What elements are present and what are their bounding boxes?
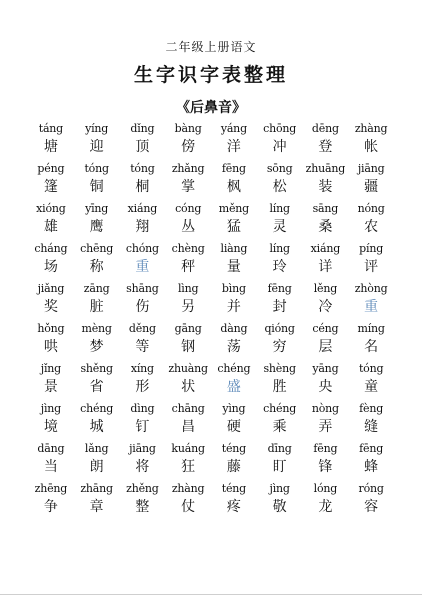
hanzi-character: 锋 (318, 459, 333, 475)
pinyin-label: lǎng (84, 442, 109, 455)
hanzi-character: 城 (89, 419, 104, 435)
pinyin-label: mèng (81, 322, 112, 335)
page-subtitle: 二年级上册语文 (165, 40, 257, 54)
pinyin-label: jiāng (129, 442, 156, 455)
character-cell (257, 280, 303, 320)
hanzi-character: 龙 (318, 499, 333, 515)
pinyin-label: yáng (220, 122, 247, 135)
grid-row (28, 400, 394, 440)
pinyin-label: chōng (263, 122, 297, 135)
pinyin-label: qióng (264, 322, 295, 335)
page-bottom-border (0, 594, 422, 595)
hanzi-character: 等 (135, 339, 150, 355)
pinyin-label: fēng (221, 162, 246, 175)
hanzi-character: 灵 (272, 219, 287, 235)
pinyin-label: téng (221, 482, 246, 495)
character-cell (165, 280, 211, 320)
character-cell (120, 120, 166, 160)
hanzi-character: 容 (364, 499, 379, 515)
character-cell (74, 360, 120, 400)
pinyin-label: lóng (313, 482, 338, 495)
character-cell (303, 120, 349, 160)
hanzi-character: 仗 (181, 499, 196, 515)
character-cell (211, 400, 257, 440)
hanzi-character: 玲 (272, 259, 287, 275)
pinyin-label: zhēng (34, 482, 68, 495)
character-cell (348, 120, 394, 160)
pinyin-label: dīng (267, 442, 292, 455)
character-cell (211, 160, 257, 200)
pinyin-label: liàng (220, 242, 248, 255)
character-cell (257, 120, 303, 160)
pinyin-label: dāng (37, 442, 65, 455)
pinyin-label: xiáng (310, 242, 341, 255)
character-cell (74, 480, 120, 520)
character-cell (257, 440, 303, 480)
character-cell (348, 160, 394, 200)
hanzi-character: 评 (364, 259, 379, 275)
hanzi-character: 傍 (181, 139, 196, 155)
pinyin-label: nòng (311, 402, 339, 415)
hanzi-character: 桑 (318, 219, 333, 235)
page-title: 生字识字表整理 (133, 64, 288, 86)
pinyin-label: zhěng (126, 482, 159, 495)
hanzi-character: 塘 (43, 139, 58, 155)
character-cell (28, 120, 74, 160)
character-cell (211, 440, 257, 480)
hanzi-character: 疆 (364, 179, 379, 195)
hanzi-character: 松 (272, 179, 287, 195)
grid-row (28, 440, 394, 480)
hanzi-character: 争 (43, 499, 58, 515)
hanzi-character: 名 (364, 339, 379, 355)
pinyin-label: shěng (80, 362, 113, 375)
hanzi-character: 盛 (226, 379, 241, 395)
pinyin-label: bàng (174, 122, 202, 135)
pinyin-label: fēng (267, 282, 292, 295)
character-grid (28, 120, 394, 520)
pinyin-label: dǐng (130, 122, 155, 135)
pinyin-label: zhòng (354, 282, 388, 295)
hanzi-character: 疼 (226, 499, 241, 515)
character-cell (28, 440, 74, 480)
character-cell (120, 240, 166, 280)
character-cell (348, 200, 394, 240)
character-cell (165, 120, 211, 160)
pinyin-label: zhàng (354, 122, 388, 135)
pinyin-label: chéng (80, 402, 114, 415)
hanzi-character: 鹰 (89, 219, 104, 235)
hanzi-character: 铜 (89, 179, 104, 195)
pinyin-label: téng (221, 442, 246, 455)
character-cell (74, 120, 120, 160)
character-cell (28, 240, 74, 280)
character-cell (303, 160, 349, 200)
hanzi-character: 当 (43, 459, 58, 475)
hanzi-character: 荡 (226, 339, 241, 355)
pinyin-label: shāng (126, 282, 159, 295)
character-cell (120, 200, 166, 240)
character-cell (303, 480, 349, 520)
hanzi-character: 景 (43, 379, 58, 395)
character-cell (165, 240, 211, 280)
hanzi-character: 桐 (135, 179, 150, 195)
character-cell (257, 200, 303, 240)
pinyin-label: táng (38, 122, 64, 135)
character-cell (165, 200, 211, 240)
character-cell (74, 400, 120, 440)
hanzi-character: 狂 (181, 459, 196, 475)
character-cell (211, 320, 257, 360)
pinyin-label: sōng (266, 162, 293, 175)
hanzi-character: 装 (318, 179, 333, 195)
hanzi-character: 省 (89, 379, 104, 395)
pinyin-label: gāng (174, 322, 202, 335)
pinyin-label: chéng (217, 362, 251, 375)
grid-row (28, 200, 394, 240)
character-cell (257, 320, 303, 360)
character-cell (165, 440, 211, 480)
character-cell (28, 400, 74, 440)
pinyin-label: cóng (175, 202, 202, 215)
hanzi-character: 钢 (181, 339, 196, 355)
hanzi-character: 登 (318, 139, 333, 155)
hanzi-character: 并 (226, 299, 241, 315)
section-heading: 《后鼻音》 (176, 100, 246, 116)
grid-row (28, 360, 394, 400)
pinyin-label: líng (269, 242, 290, 255)
character-cell (120, 320, 166, 360)
character-cell (211, 200, 257, 240)
character-cell (211, 360, 257, 400)
pinyin-label: xióng (36, 202, 66, 215)
grid-row (28, 160, 394, 200)
pinyin-label: nóng (357, 202, 385, 215)
character-cell (120, 360, 166, 400)
pinyin-label: tóng (84, 162, 109, 175)
hanzi-character: 帐 (364, 139, 379, 155)
hanzi-character: 封 (272, 299, 287, 315)
pinyin-label: cháng (34, 242, 68, 255)
hanzi-character: 境 (43, 419, 58, 435)
hanzi-character: 昌 (181, 419, 196, 435)
pinyin-label: zhāng (80, 482, 113, 495)
pinyin-label: yāng (312, 362, 339, 375)
pinyin-label: jiǎng (37, 282, 65, 295)
hanzi-character: 重 (364, 299, 379, 315)
pinyin-label: chéng (263, 402, 297, 415)
character-cell (303, 400, 349, 440)
hanzi-character: 洋 (226, 139, 241, 155)
pinyin-label: lěng (313, 282, 338, 295)
character-cell (74, 280, 120, 320)
pinyin-label: zhǎng (171, 162, 205, 175)
hanzi-character: 重 (135, 259, 150, 275)
pinyin-label: líng (269, 202, 290, 215)
hanzi-character: 穷 (272, 339, 287, 355)
character-cell (74, 440, 120, 480)
character-cell (348, 440, 394, 480)
character-cell (74, 200, 120, 240)
hanzi-character: 将 (135, 459, 150, 475)
character-cell (348, 400, 394, 440)
pinyin-label: fèng (359, 402, 384, 415)
character-cell (303, 440, 349, 480)
pinyin-label: zāng (83, 282, 110, 295)
hanzi-character: 章 (89, 499, 104, 515)
character-cell (303, 320, 349, 360)
hanzi-character: 顶 (135, 139, 150, 155)
pinyin-label: yīng (85, 202, 109, 215)
grid-row (28, 120, 394, 160)
pinyin-label: yíng (85, 122, 109, 135)
hanzi-character: 另 (181, 299, 196, 315)
character-cell (348, 480, 394, 520)
pinyin-label: péng (37, 162, 65, 175)
character-cell (303, 280, 349, 320)
character-cell (74, 240, 120, 280)
character-cell (348, 360, 394, 400)
hanzi-character: 猛 (226, 219, 241, 235)
pinyin-label: zhàng (171, 482, 205, 495)
pinyin-label: sāng (312, 202, 339, 215)
pinyin-label: róng (358, 482, 384, 495)
pinyin-label: chēng (80, 242, 114, 255)
pinyin-label: zhuàng (168, 362, 208, 375)
hanzi-character: 盯 (272, 459, 287, 475)
hanzi-character: 童 (364, 379, 379, 395)
character-cell (257, 240, 303, 280)
character-cell (28, 360, 74, 400)
character-cell (28, 160, 74, 200)
hanzi-character: 称 (89, 259, 104, 275)
pinyin-label: jìng (40, 402, 61, 415)
pinyin-label: hǒng (37, 322, 65, 335)
hanzi-character: 整 (135, 499, 150, 515)
character-cell (165, 320, 211, 360)
character-cell (211, 240, 257, 280)
pinyin-label: jiāng (357, 162, 385, 175)
character-cell (120, 280, 166, 320)
character-cell (28, 200, 74, 240)
pinyin-label: dēng (311, 122, 339, 135)
pinyin-label: tóng (358, 362, 384, 375)
pinyin-label: fēng (359, 442, 384, 455)
character-cell (211, 280, 257, 320)
pinyin-label: měng (218, 202, 250, 215)
pinyin-label: tóng (130, 162, 155, 175)
hanzi-character: 状 (181, 379, 196, 395)
pinyin-label: chāng (171, 402, 205, 415)
character-cell (257, 360, 303, 400)
hanzi-character: 脏 (89, 299, 104, 315)
hanzi-character: 场 (43, 259, 58, 275)
pinyin-label: bìng (221, 282, 246, 295)
pinyin-label: děng (128, 322, 156, 335)
hanzi-character: 乘 (272, 419, 287, 435)
hanzi-character: 丛 (181, 219, 196, 235)
hanzi-character: 蜂 (364, 459, 379, 475)
character-cell (165, 400, 211, 440)
character-cell (165, 160, 211, 200)
hanzi-character: 伤 (135, 299, 150, 315)
character-cell (74, 320, 120, 360)
character-cell (211, 120, 257, 160)
character-cell (74, 160, 120, 200)
hanzi-character: 农 (364, 219, 379, 235)
hanzi-character: 秤 (181, 259, 196, 275)
hanzi-character: 翔 (135, 219, 150, 235)
character-cell (303, 200, 349, 240)
pinyin-label: yìng (222, 402, 246, 415)
pinyin-label: céng (312, 322, 339, 335)
character-cell (303, 240, 349, 280)
grid-row (28, 480, 394, 520)
pinyin-label: kuáng (171, 442, 205, 455)
character-cell (348, 240, 394, 280)
pinyin-label: lìng (177, 282, 199, 295)
character-cell (303, 360, 349, 400)
pinyin-label: dìng (130, 402, 155, 415)
character-cell (28, 320, 74, 360)
hanzi-character: 缝 (364, 419, 379, 435)
character-cell (120, 480, 166, 520)
character-cell (165, 360, 211, 400)
hanzi-character: 雄 (43, 219, 58, 235)
hanzi-character: 藤 (226, 459, 241, 475)
pinyin-label: chóng (125, 242, 159, 255)
pinyin-label: píng (359, 242, 384, 255)
hanzi-character: 敬 (272, 499, 287, 515)
pinyin-label: dàng (220, 322, 248, 335)
hanzi-character: 朗 (89, 459, 104, 475)
hanzi-character: 央 (318, 379, 333, 395)
grid-row (28, 280, 394, 320)
grid-row (28, 320, 394, 360)
hanzi-character: 硬 (226, 419, 241, 435)
hanzi-character: 冲 (272, 139, 287, 155)
character-cell (165, 480, 211, 520)
hanzi-character: 层 (318, 339, 333, 355)
pinyin-label: jǐng (40, 362, 61, 375)
character-cell (120, 400, 166, 440)
hanzi-character: 形 (135, 379, 150, 395)
hanzi-character: 量 (226, 259, 241, 275)
pinyin-label: fēng (313, 442, 338, 455)
character-cell (28, 280, 74, 320)
pinyin-label: xiáng (127, 202, 158, 215)
character-cell (120, 440, 166, 480)
hanzi-character: 弄 (318, 419, 333, 435)
hanzi-character: 掌 (181, 179, 196, 195)
character-cell (211, 480, 257, 520)
pinyin-label: chèng (171, 242, 205, 255)
hanzi-character: 枫 (226, 179, 241, 195)
hanzi-character: 迎 (89, 139, 104, 155)
hanzi-character: 篷 (43, 179, 58, 195)
hanzi-character: 钉 (135, 419, 150, 435)
hanzi-character: 胜 (272, 379, 287, 395)
character-cell (28, 480, 74, 520)
character-cell (120, 160, 166, 200)
character-cell (257, 480, 303, 520)
pinyin-label: zhuāng (305, 162, 346, 175)
character-cell (348, 280, 394, 320)
hanzi-character: 冷 (318, 299, 333, 315)
pinyin-label: shèng (263, 362, 296, 375)
grid-row (28, 240, 394, 280)
hanzi-character: 哄 (43, 339, 58, 355)
character-cell (348, 320, 394, 360)
hanzi-character: 奖 (43, 299, 58, 315)
hanzi-character: 梦 (89, 339, 104, 355)
hanzi-character: 详 (318, 259, 333, 275)
character-cell (257, 160, 303, 200)
character-cell (257, 400, 303, 440)
pinyin-label: míng (357, 322, 385, 335)
pinyin-label: xíng (130, 362, 154, 375)
pinyin-label: jìng (269, 482, 290, 495)
